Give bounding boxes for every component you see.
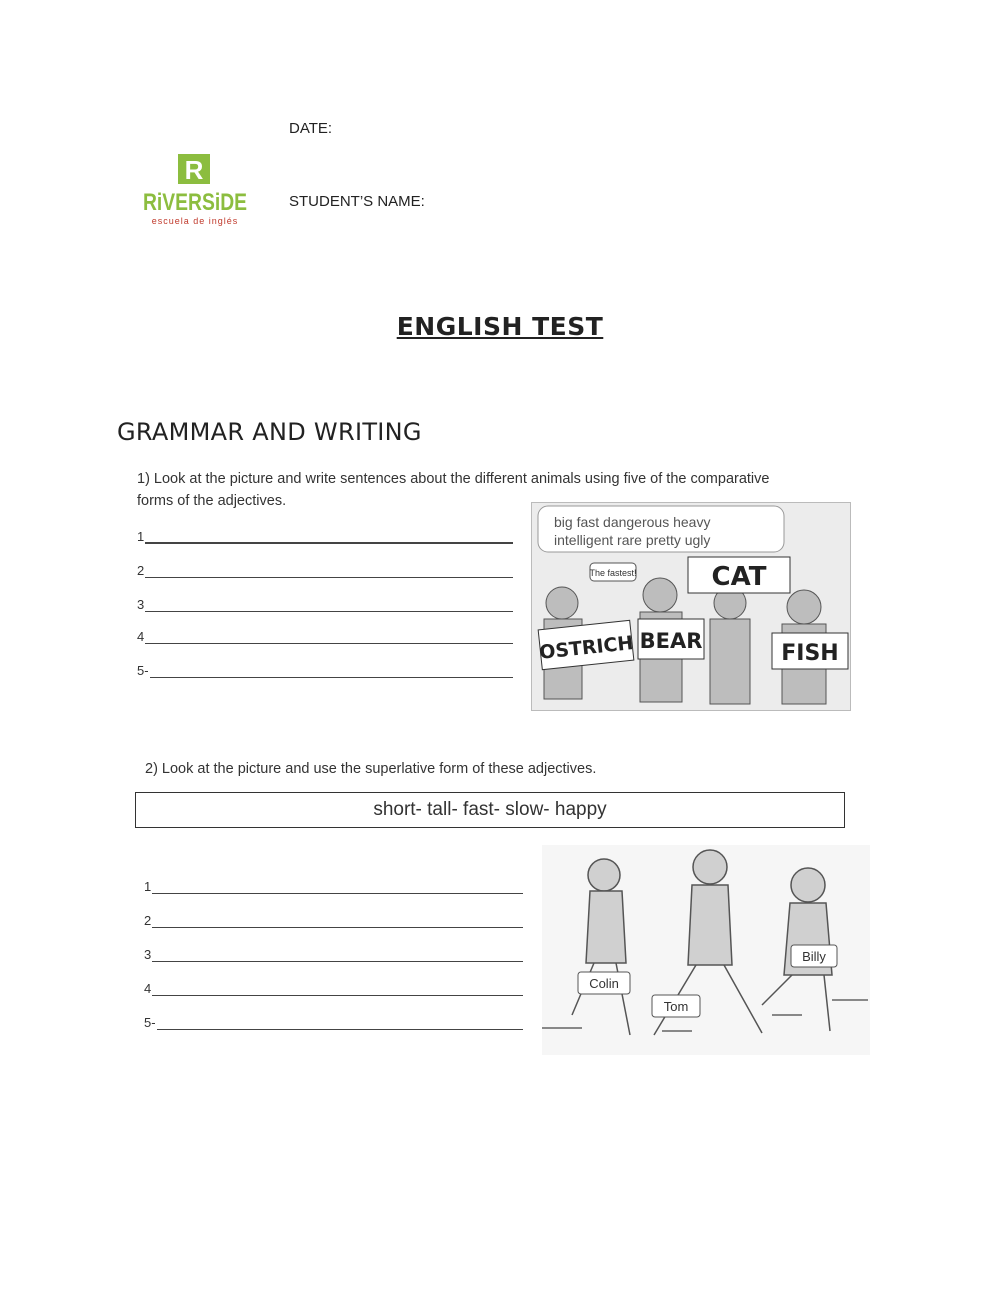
adjectives-row1: big fast dangerous heavy <box>554 514 711 530</box>
riverside-logo <box>140 152 250 228</box>
bear-sign-text: BEAR <box>639 629 703 653</box>
tom-head <box>693 850 727 884</box>
answer2-line-2[interactable]: 2 <box>144 906 523 928</box>
runners-picture <box>542 845 870 1055</box>
date-label: DATE: <box>289 120 333 137</box>
exercise1-instruction-line2: forms of the adjectives. <box>137 493 287 509</box>
answer2-line-5[interactable]: 5- <box>144 1008 523 1030</box>
adjectives-box: short- tall- fast- slow- happy <box>135 792 845 828</box>
tom-body <box>688 885 732 965</box>
student-name-label: STUDENT’S NAME: <box>289 193 425 210</box>
answer2-line-3[interactable]: 3 <box>144 940 523 962</box>
logo-name: RiVERSiDE <box>143 189 247 216</box>
exercise2-answer-lines <box>144 872 523 1030</box>
answer2-line-1[interactable]: 1 <box>144 872 523 894</box>
kid4-head <box>787 590 821 624</box>
answer2-line-4[interactable]: 4 <box>144 974 523 996</box>
tom-tag-text: Tom <box>663 999 689 1014</box>
exercise1-instruction-line1: 1) Look at the picture and write sentences about the different animals using five of the comparative <box>137 471 770 487</box>
exercise1-answer-lines <box>137 522 513 678</box>
colin-head <box>588 859 620 891</box>
logo-letter: R <box>184 155 204 185</box>
exercise2-instruction: 2) Look at the picture and use the superlative form of these adjectives. <box>145 761 597 777</box>
answer-line-3[interactable]: 3 <box>137 590 513 612</box>
kid2-head <box>643 578 677 612</box>
kid3-body <box>710 619 750 704</box>
animals-picture <box>531 502 851 711</box>
cat-sign-text: CAT <box>711 562 767 592</box>
adjectives-row2: intelligent rare pretty ugly <box>554 532 711 548</box>
kid1-head <box>546 587 578 619</box>
logo-tagline: escuela de inglés <box>151 216 239 226</box>
answer-line-1[interactable]: 1 <box>137 522 513 544</box>
answer-line-2[interactable]: 2 <box>137 556 513 578</box>
answer-line-5[interactable]: 5- <box>137 656 513 678</box>
answer-line-4[interactable]: 4 <box>137 622 513 644</box>
colin-body <box>586 891 626 963</box>
ostrich-sign-text: OSTRICH <box>538 632 635 664</box>
fastest-bubble-text: The fastest! <box>589 568 637 578</box>
billy-tag-text: Billy <box>802 949 826 964</box>
colin-tag-text: Colin <box>589 976 619 991</box>
fish-sign-text: FISH <box>781 641 839 666</box>
billy-head <box>791 868 825 902</box>
section-heading: GRAMMAR AND WRITING <box>117 418 422 446</box>
page-title: ENGLISH TEST <box>396 312 604 341</box>
